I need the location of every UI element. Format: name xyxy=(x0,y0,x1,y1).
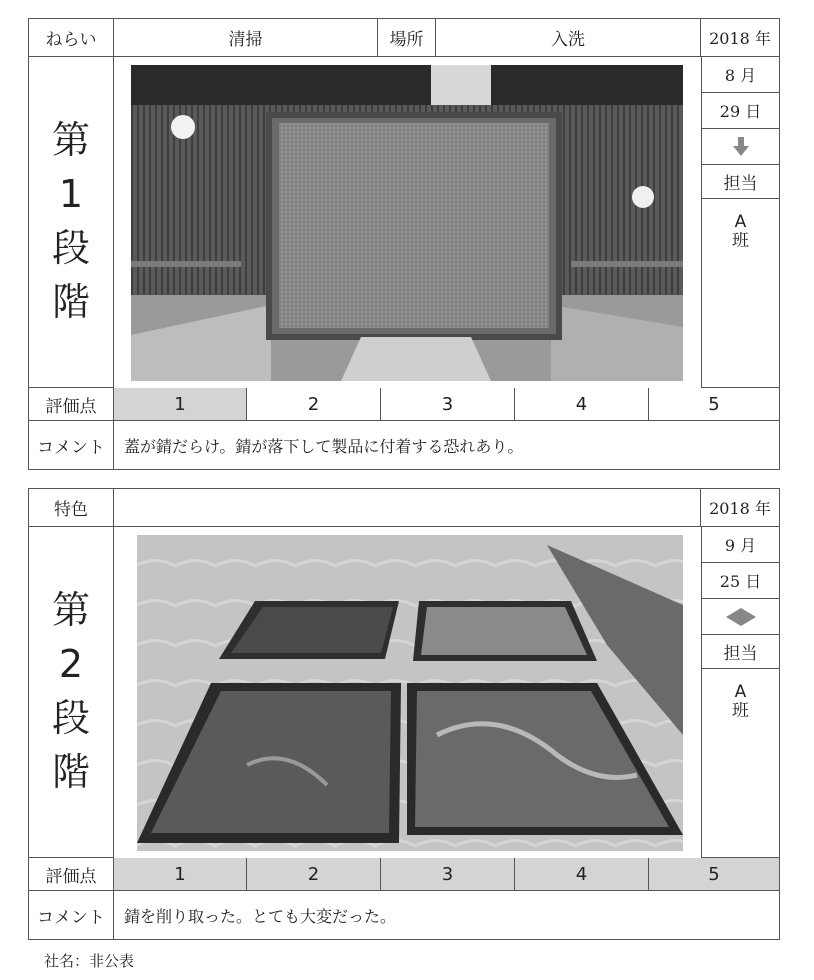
team-letter: A xyxy=(734,682,747,702)
feature-label: 特色 xyxy=(29,489,114,527)
stage-char-1: 第 xyxy=(51,588,90,633)
stage-title xyxy=(29,57,114,388)
day: 25 日 xyxy=(701,563,779,599)
aim-value: 清掃 xyxy=(114,19,378,57)
place-label: 場所 xyxy=(378,19,436,57)
down-arrow-icon xyxy=(701,129,779,165)
team-letter: A xyxy=(734,212,747,232)
comment-text: 錆を削り取った。とても大変だった。 xyxy=(124,906,397,926)
person-label: 担当 xyxy=(701,635,779,669)
rating-label: 評価点 xyxy=(29,388,114,421)
comment-label: コメント xyxy=(29,891,114,939)
stage-char-3: 段 xyxy=(51,226,90,270)
rating-2: 2 xyxy=(247,388,381,421)
rating-1: 1 xyxy=(114,858,247,891)
stage-char-3: 段 xyxy=(51,696,90,740)
person-label: 担当 xyxy=(701,165,779,199)
rating-3: 3 xyxy=(381,388,515,421)
stage-title xyxy=(29,527,114,858)
comment-label: コメント xyxy=(29,421,114,469)
stage-char-4: 階 xyxy=(51,749,90,794)
team-suffix: 班 xyxy=(732,230,749,251)
team-name xyxy=(701,669,779,858)
stage-char-4: 階 xyxy=(51,279,90,324)
rating-4: 4 xyxy=(515,858,649,891)
rating-4: 4 xyxy=(515,388,649,421)
photo-rusty-lid xyxy=(131,65,683,381)
rating-3: 3 xyxy=(381,858,515,891)
rating-5: 5 xyxy=(649,858,779,891)
evaluation-card-stage-1 xyxy=(28,18,780,470)
stage-char-1: 第 xyxy=(51,118,90,163)
photo-cleaned-lids xyxy=(137,535,683,851)
year: 2018 年 xyxy=(701,19,779,57)
month: 9 月 xyxy=(701,527,779,563)
diamond-icon xyxy=(701,599,779,635)
rating-label: 評価点 xyxy=(29,858,114,891)
evaluation-card-stage-2 xyxy=(28,488,780,940)
place-value: 入洗 xyxy=(436,19,701,57)
feature-value xyxy=(114,489,701,527)
year: 2018 年 xyxy=(701,489,779,527)
company-name-note: 社名：非公表 xyxy=(44,952,135,970)
team-name xyxy=(701,199,779,388)
day: 29 日 xyxy=(701,93,779,129)
stage-char-2: 1 xyxy=(58,172,84,217)
rating-5: 5 xyxy=(649,388,779,421)
rating-2: 2 xyxy=(247,858,381,891)
aim-label: ねらい xyxy=(29,19,114,57)
rating-1: 1 xyxy=(114,388,247,421)
month: 8 月 xyxy=(701,57,779,93)
stage-char-2: 2 xyxy=(58,642,84,687)
team-suffix: 班 xyxy=(732,700,749,721)
comment-text: 蓋が錆だらけ。錆が落下して製品に付着する恐れあり。 xyxy=(124,436,524,456)
